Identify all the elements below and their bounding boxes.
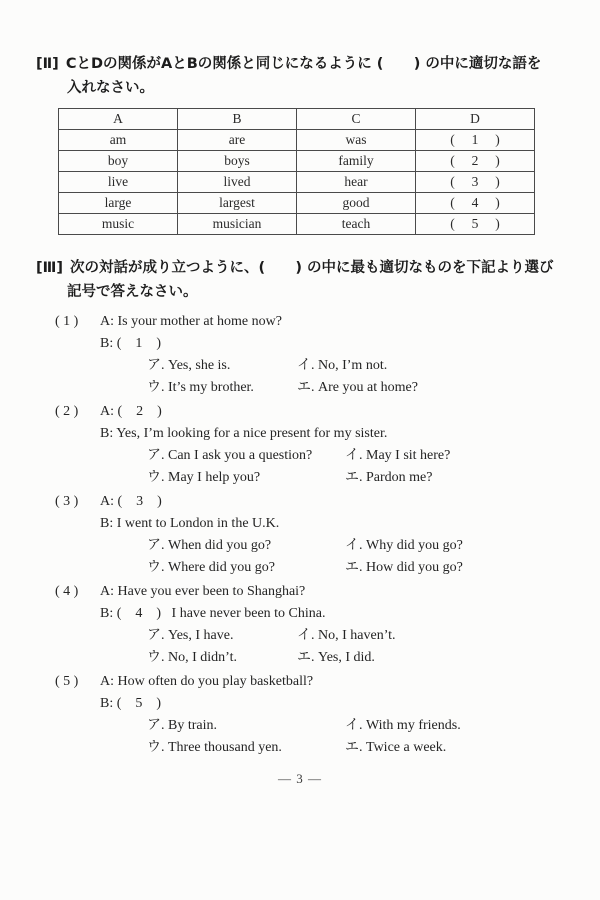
- table-cell: musician: [178, 214, 297, 235]
- section-3: [0, 259, 600, 759]
- dialogue-line-a: A: Have you ever been to Shanghai?: [100, 584, 306, 599]
- section-3-label: [Ⅲ]: [36, 260, 63, 276]
- table-cell: boys: [178, 151, 297, 172]
- answer-option: エ. How did you go?: [345, 560, 463, 575]
- table-cell: boy: [59, 151, 178, 172]
- table-row: [59, 172, 535, 193]
- answer-option: ア. By train.: [147, 718, 217, 733]
- table-cell: are: [178, 130, 297, 151]
- table-cell: hear: [297, 172, 416, 193]
- answer-blank-cell: ( 4 ): [416, 193, 535, 214]
- answer-blank-cell: ( 2 ): [416, 151, 535, 172]
- answer-option: イ. No, I’m not.: [297, 358, 388, 373]
- answer-option: エ. Yes, I did.: [297, 650, 375, 665]
- table-cell: large: [59, 193, 178, 214]
- question-number: ( 4 ): [55, 584, 79, 599]
- table-cell: lived: [178, 172, 297, 193]
- section-2-heading-line2: 入れなさい。: [67, 80, 154, 96]
- section-2: [0, 0, 600, 235]
- answer-option: ウ. No, I didn’t.: [147, 650, 237, 665]
- column-header-a: A: [59, 109, 178, 130]
- question-2: [55, 401, 600, 489]
- answer-option: エ. Twice a week.: [345, 740, 447, 755]
- section-2-heading-line1: CとDの関係がAとBの関係と同じになるように ( ) の中に適切な語を: [65, 56, 542, 72]
- question-list: [55, 311, 600, 759]
- answer-option: イ. With my friends.: [345, 718, 461, 733]
- answer-blank-cell: ( 1 ): [416, 130, 535, 151]
- question-5: [55, 671, 600, 759]
- table-cell: largest: [178, 193, 297, 214]
- table-header-row: [59, 109, 535, 130]
- question-number: ( 5 ): [55, 674, 79, 689]
- answer-option: ウ. Three thousand yen.: [147, 740, 282, 755]
- answer-option: イ. Why did you go?: [345, 538, 463, 553]
- question-4: [55, 581, 600, 669]
- section-2-label: [Ⅱ]: [36, 56, 59, 72]
- dialogue-line-a: A: ( 3 ): [100, 494, 162, 509]
- table-cell: teach: [297, 214, 416, 235]
- question-3: [55, 491, 600, 579]
- answer-option: ウ. Where did you go?: [147, 560, 275, 575]
- dialogue-line-b: B: I went to London in the U.K.: [100, 516, 280, 531]
- column-header-c: C: [297, 109, 416, 130]
- question-1: [55, 311, 600, 399]
- answer-option: ア. Yes, I have.: [147, 628, 234, 643]
- table-cell: live: [59, 172, 178, 193]
- answer-option: イ. May I sit here?: [345, 448, 451, 463]
- analogy-table: [58, 108, 535, 235]
- table-row: [59, 214, 535, 235]
- column-header-d: D: [416, 109, 535, 130]
- table-row: [59, 151, 535, 172]
- table-cell: am: [59, 130, 178, 151]
- table-cell: family: [297, 151, 416, 172]
- dialogue-line-a: A: ( 2 ): [100, 404, 162, 419]
- dialogue-line-b: B: ( 4 ) I have never been to China.: [100, 606, 326, 621]
- column-header-b: B: [178, 109, 297, 130]
- dialogue-line-a: A: How often do you play basketball?: [100, 674, 314, 689]
- dialogue-line-b: B: ( 5 ): [100, 696, 162, 711]
- answer-option: エ. Pardon me?: [345, 470, 433, 485]
- question-number: ( 1 ): [55, 314, 79, 329]
- answer-blank-cell: ( 5 ): [416, 214, 535, 235]
- answer-option: ア. When did you go?: [147, 538, 272, 553]
- answer-option: エ. Are you at home?: [297, 380, 418, 395]
- question-number: ( 2 ): [55, 404, 79, 419]
- table-row: [59, 130, 535, 151]
- section-3-heading-line2: 記号で答えなさい。: [67, 284, 198, 300]
- table-cell: music: [59, 214, 178, 235]
- answer-blank-cell: ( 3 ): [416, 172, 535, 193]
- table-row: [59, 193, 535, 214]
- page-number: — 3 —: [278, 771, 322, 786]
- table-cell: was: [297, 130, 416, 151]
- answer-option: ア. Yes, she is.: [147, 358, 231, 373]
- answer-option: ウ. May I help you?: [147, 470, 261, 485]
- dialogue-line-b: B: ( 1 ): [100, 336, 162, 351]
- section-3-heading-line1: 次の対話が成り立つように、( ) の中に最も適切なものを下記より選び: [69, 260, 554, 276]
- table-cell: good: [297, 193, 416, 214]
- question-number: ( 3 ): [55, 494, 79, 509]
- answer-option: ウ. It’s my brother.: [147, 380, 254, 395]
- answer-option: イ. No, I haven’t.: [297, 628, 396, 643]
- answer-option: ア. Can I ask you a question?: [147, 448, 313, 463]
- dialogue-line-b: B: Yes, I’m looking for a nice present for my sister.: [100, 426, 388, 441]
- dialogue-line-a: A: Is your mother at home now?: [100, 314, 282, 329]
